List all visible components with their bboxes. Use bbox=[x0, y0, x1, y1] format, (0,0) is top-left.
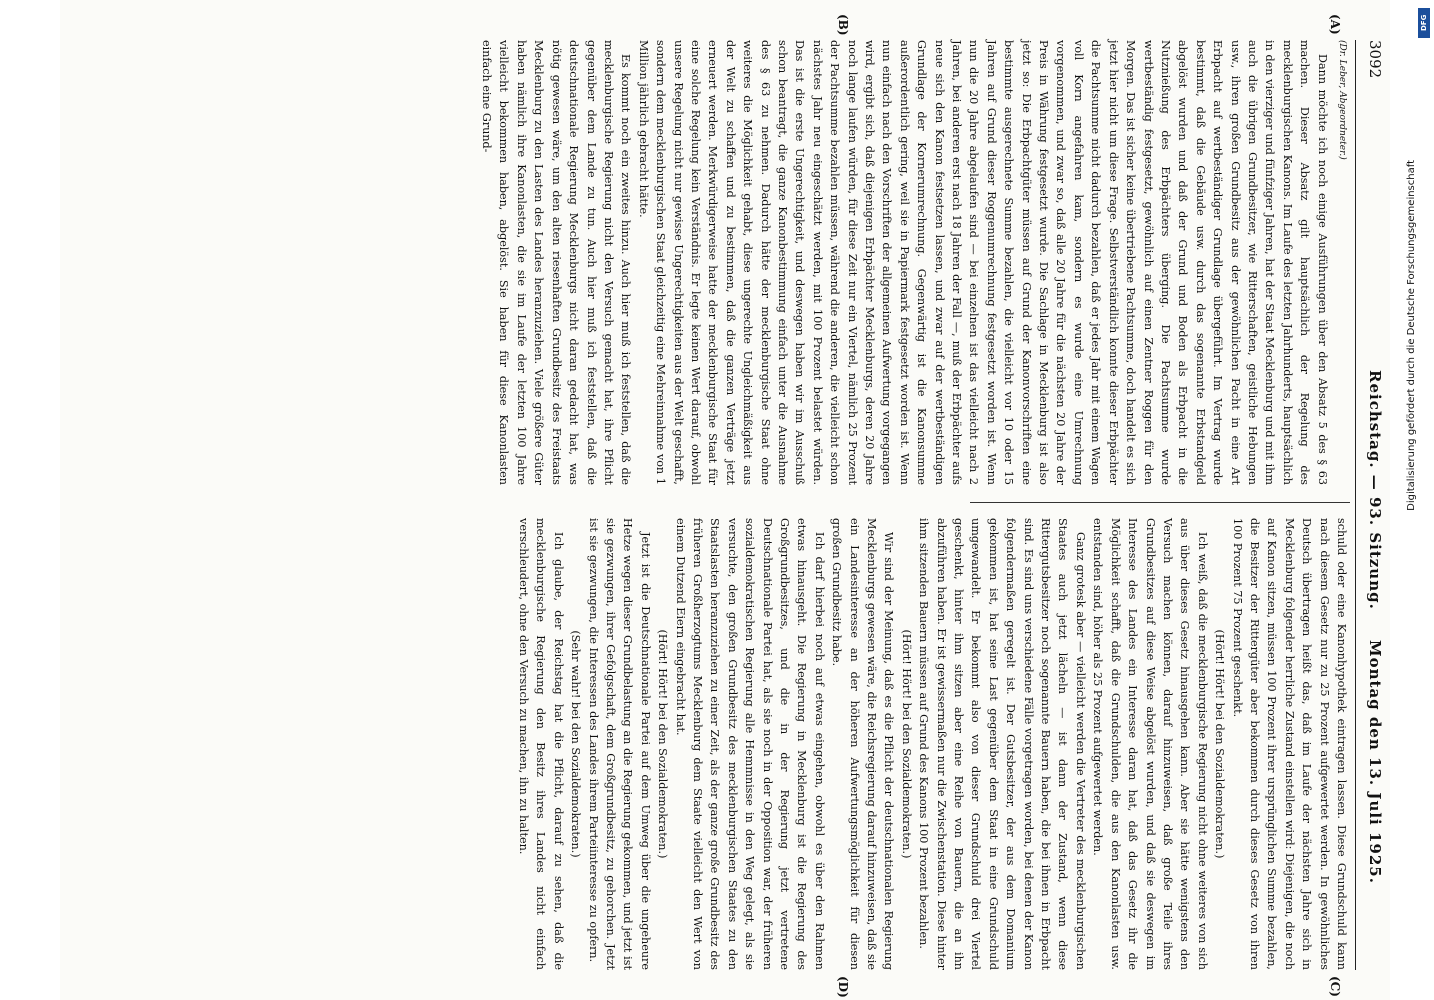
margin-mark-d: (D) bbox=[836, 976, 850, 998]
interjection: (Hört! Hört! bei den Sozialdemokraten.) bbox=[656, 629, 670, 859]
left-column bbox=[478, 40, 1350, 485]
margin-mark-b: (B) bbox=[836, 14, 850, 36]
column-divider bbox=[970, 502, 1350, 503]
left-running-title: Reichstag. — 93. Sitzung. bbox=[1366, 370, 1384, 610]
paragraph: Ich darf hierbei noch auf etwas eingehen, obwohl es über den Rahmen etwas hinausgeht. Die Regierung in Mecklenburg ist die Regierung des Großgrundbesitzes, und die in der Regierung jetzt vertretene Deutschnationale Partei hat, als sie noch in der Opposition war, der früheren sozialdemokratischen Regierung alle Hemmnisse in den Weg gelegt, als sie versuchte, den großen Grundbesitz des mecklenburgischen Staates zu den Staatslasten heranzuziehen zu einer Zeit, als der ganze große Grundbesitz des früheren Großherzogtums Mecklenburg dem Staate vielleicht den Wert von einem Dutzend Eiern eingebracht hat. bbox=[673, 518, 826, 970]
speaker-line: (Dr. Leber, Abgeordneter.) bbox=[1337, 40, 1347, 160]
margin-mark-c: (C) bbox=[1328, 976, 1342, 997]
right-running-title: Montag den 13. Juli 1925. bbox=[1366, 640, 1384, 884]
paragraph: Ich glaube, der Reichstag hat die Pflicht, darauf zu sehen, daß die mecklenburgische Regierung den Besitz ihres Landes nicht einfach verschleudert, ohne den Versuch zu machen, ihn zu halten. bbox=[516, 518, 565, 970]
page-header bbox=[1355, 40, 1390, 970]
dfg-logo-badge: DFG bbox=[1418, 8, 1430, 38]
digitization-notice bbox=[1404, 10, 1424, 990]
digitization-notice-text: Digitalisierung gefördert durch die Deutsche Forschungsgemeinschaft bbox=[1406, 160, 1417, 511]
page-number: 3092 bbox=[1366, 40, 1384, 79]
right-column bbox=[515, 518, 1351, 970]
paragraph: Dann möchte ich noch einige Ausführungen über den Absatz 5 des § 63 machen. Dieser Absatz gilt hauptsächlich der Regelung des mecklenburgischen Kanons. Im Laufe des letzten Jahrhunderts, hauptsächlich in den vierziger und fünfziger Jahren, hat der Staat Mecklenburg und mit ihm auch die übrigen Grundbesitzer, wie Ritterschaften, geistliche Hebungen usw., ihren großen Grundbesitz aus der gewöhnlichen Pacht in eine Art Erbpacht auf wertbeständiger Grundlage übergeführt. Im Vertrag wurde bestimmt, daß die Gebäude usw. durch das sogenannte Erbstandgeld abgelöst wurden und daß der Grund und Boden als Erbpacht in die Nutznießung des Erbpächters überging. Die Pachtsumme wurde wertbeständig festgesetzt, gewöhnlich auf einen Zentner Roggen für den Morgen. Das ist sicher keine übertriebene Pachtsumme, doch handelt es sich jetzt hier nicht um diese Frage. Selbstverständlich konnte dieser Erbpächter die Pachtsumme nicht dadurch bezahlen, daß er jedes Jahr mit einem Wagen voll Korn angefahren kam, sondern es wurde eine Umrechnung vorgenommen, und zwar so, daß alle 20 Jahre für die nächsten 20 Jahre der Preis in Währung festgesetzt wurde. Die Sachlage in Mecklenburg ist also jetzt so: Die Erbpachtgüter müssen auf Grund der Kanonvorschriften eine bestimmte ausgerechnete Summe bezahlen, die vielleicht vor 10 oder 15 Jahren auf Grund dieser Roggenumrechnung festgesetzt worden ist. Wenn nun die 20 Jahre abgelaufen sind — bei einzelnen ist das vielleicht nach 2 Jahren, bei anderen erst nach 18 Jahren der Fall —, muß der Erbpächter aufs neue sich den Kanon festsetzen lassen, und zwar auf der wertbeständigen Grundlage der Kornerumrechnung. Gegenwärtig ist die Kanonsumme außerordentlich gering, weil sie in Papiermark festgesetzt worden ist. Wenn nun einfach nach den Vorschriften der allgemeinen Aufwertung vorgegangen wird, ergibt sich, daß diejenigen Erbpächter Mecklenburgs, deren 20 Jahre noch lange laufen würden, für diese Zeit nur ein Viertel, nämlich 25 Prozent der Pachtsumme bezahlen müssen, während die anderen, die vielleicht schon nächstes Jahr neu eingeschätzt werden, mit 100 Prozent belastet würden. Das ist die erste Ungerechtigkeit, und deswegen haben wir im Ausschuß schon beantragt, die ganze Kanonbestimmung einfach unter die Ausnahme des § 63 zu nehmen. Dadurch hätte der mecklenburgische Staat ohne weiteres die Möglichkeit gehabt, diese ungerechte Ungleichmäßigkeit aus der Welt zu schaffen und zu bestimmen, daß die ganzen Verträge jetzt erneuert werden. Merkwürdigerweise hatte der mecklenburgische Staat für eine solche Regelung kein Verständnis. Er legte keinen Wert darauf, obwohl unsere Regelung nicht nur gewisse Ungerechtigkeiten aus der Welt geschafft, sondern dem mecklenburgischen Staat gleichzeitig eine Mehreinnahme von 1 Million jährlich gebracht hätte. bbox=[636, 40, 1329, 485]
interjection: (Hört! Hört! bei den Sozialdemokraten.) bbox=[899, 629, 913, 859]
paragraph: schuld oder eine Kanonhypothek eintragen lassen. Diese Grundschuld kann nach diesem Gesetz nur zu 25 Prozent aufgewertet werden. In gewöhnliches Deutsch übertragen heißt das, daß im Laufe der nächsten Jahre sich in Mecklenburg folgender herrliche Zustand einstellen wird: Diejenigen, die noch auf Kanon sitzen, müssen 100 Prozent ihrer ursprünglichen Summe bezahlen, die Besitzer der Rittergüter aber bekommen durch dieses Gesetz von ihren 100 Prozent 75 Prozent geschenkt. bbox=[1230, 518, 1348, 970]
paragraph: Jetzt ist die Deutschnationale Partei auf dem Umweg über die ungeheure Hetze wegen dieser Grundbelastung an die Regierung gekommen, und jetzt ist sie gezwungen, ihrer Gefolgschaft, dem Großgrundbesitz, zu gehorchen. Jetzt ist sie gezwungen, die Interessen des Landes ihrem Parteiinteresse zu opfern. bbox=[586, 518, 652, 970]
margin-mark-a: (A) bbox=[1328, 14, 1342, 35]
interjection: (Hört! Hört! bei den Sozialdemokraten.) bbox=[1213, 629, 1227, 859]
paragraph: Wir sind der Meinung, daß es die Pflicht der deutschnationalen Regierung Mecklenburgs gewesen wäre, die Reichsregierung darauf hinzuweisen, daß sie ein Landesinteresse an der höheren Aufwertungsmöglichkeit für diesen großen Grundbesitz habe. bbox=[830, 518, 896, 970]
paragraph: Ganz grotesk aber — vielleicht werden die Vertreter des mecklenburgischen Staates auch jetzt lächeln — ist dann der Zustand, wenn diese Rittergutsbesitzer noch sogenannte Bauern haben, die bei ihnen in Erbpacht sind. Es sind uns verschiedene Fälle vorgetragen worden, bei denen der Kanon folgendermaßen geregelt ist. Der Gutsbesitzer, der aus dem Domanium gekommen ist, hat seine Last gegenüber dem Staat in eine Grundschuld umgewandelt. Er bekommt also von dieser Grundschuld drei Viertel geschenkt, hinter ihm sitzen aber eine Reihe von Bauern, die an ihn abzuführen haben. Er ist gewissermaßen nur die Zwischenstation. Diese hinter ihm sitzenden Bauern müssen auf Grund des Kanons 100 Prozent bezahlen. bbox=[917, 518, 1087, 970]
interjection: (Sehr wahr! bei den Sozialdemokraten.) bbox=[569, 630, 583, 858]
scanned-page bbox=[60, 0, 1390, 1000]
rotated-page-content bbox=[140, 14, 1390, 998]
paragraph: Es kommt noch ein zweites hinzu. Auch hier muß ich feststellen, daß die mecklenburgische Regierung nicht den Versuch gemacht hat, ihre Pflicht gegenüber dem Lande zu tun. Auch hier muß ich feststellen, daß die deutschnationale Regierung Mecklenburgs nicht daran gedacht hat, was nötig gewesen wäre, um den alten riesenhaften Grundbesitz des Freistaats Mecklenburg zu den Lasten des Landes heranzuziehen. Viele größere Güter haben nämlich ihre Kanonlasten, die sie im Laufe der letzten 100 Jahre vielleicht bekommen haben, abgelöst. Sie haben für diese Kanonlasten einfach eine Grund- bbox=[480, 40, 633, 485]
paragraph: Ich weiß, daß die mecklenburgische Regierung nicht ohne weiteres von sich aus über dieses Gesetz hinausgehen kann. Aber sie hätte wenigstens den Versuch machen können, darauf hinzuweisen, daß große Teile ihres Grundbesitzes auf diese Weise abgelöst wurden, und daß sie deswegen im Interesse des Landes ein Interesse daran hat, daß das Gesetz ihr die Möglichkeit schafft, daß die Grundschulden, die aus den Kanonlasten usw. entstanden sind, höher als 25 Prozent aufgewertet werden. bbox=[1091, 518, 1209, 970]
